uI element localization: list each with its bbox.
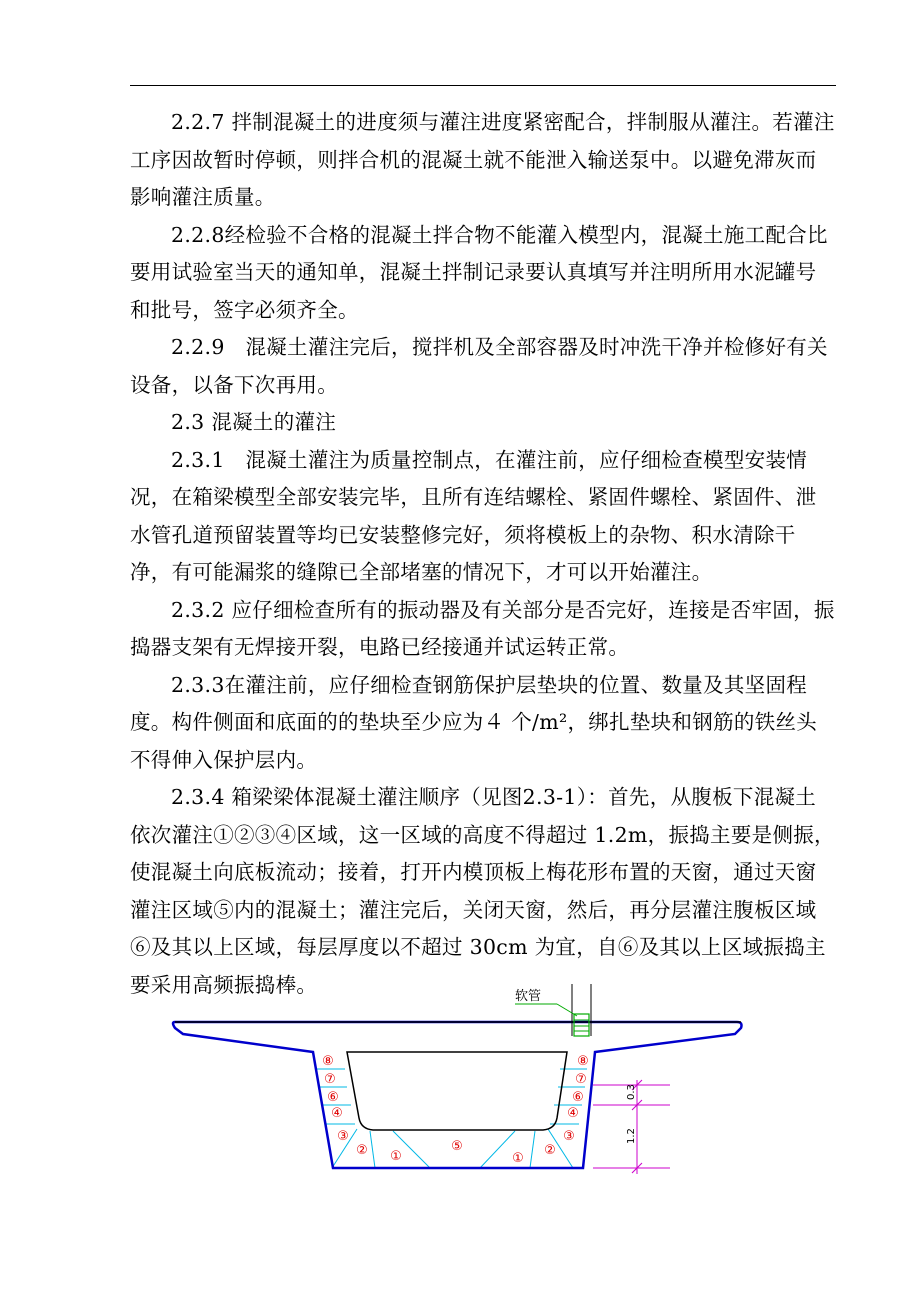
box-girder-pouring-diagram (165, 984, 755, 1184)
zone-label-7-left: ⑦ (324, 1072, 336, 1087)
zone-label-6-left: ⑥ (327, 1090, 339, 1105)
zone-label-2-left: ② (356, 1143, 368, 1158)
zone-label-4-right: ④ (567, 1106, 579, 1121)
zone-line-right-7 (480, 1131, 515, 1168)
zone-label-1-left: ① (390, 1149, 402, 1164)
paragraph-2-3-4: 2.3.4 箱梁梁体混凝土灌注顺序（见图2.3-1）：首先，从腹板下混凝土依次灌注①②③④区域，这一区域的高度不得超过 1.2m，振捣主要是侧振，使混凝土向底板流动；接着，打开内模顶板上梅花形布置的天窗，通过天窗灌注区域⑤内的混凝土；灌注完后，关闭天窗，然后，再分层灌注腹板区域⑥及其以上区域，每层厚度以不超过 30cm 为宜，自⑥及其以上区域振捣主要采用高频振捣棒。 (130, 785, 835, 997)
zone-label-5: ⑤ (451, 1139, 463, 1154)
zone-label-2-right: ② (544, 1143, 556, 1158)
section-inner-void (347, 1052, 567, 1130)
zone-label-3-right: ③ (563, 1129, 575, 1144)
hose-label: 软管 (515, 989, 542, 1004)
paragraph-2-3-1: 2.3.1 混凝土灌注为质量控制点，在灌注前，应仔细检查模型安装情况，在箱梁模型全部安装完毕，且所有连结螺栓、紧固件螺栓、紧固件、泄水管孔道预留装置等均已安装整修完好，须将模板上的杂物、积水清除干净，有可能漏浆的缝隙已全部堵塞的情况下，才可以开始灌注。 (130, 447, 817, 584)
header-rule (130, 85, 836, 86)
paragraph-2-2-8: 2.2.8经检验不合格的混凝土拌合物不能灌入模型内，混凝土施工配合比要用试验室当天的通知单，混凝土拌制记录要认真填写并注明所用水泥罐号和批号，签字必须齐全。 (130, 222, 828, 322)
paragraph-2-2-9: 2.2.9 混凝土灌注完后，搅拌机及全部容器及时冲洗干净并检修好有关设备，以备下次再用。 (130, 335, 828, 397)
zone-line-left-6 (370, 1131, 375, 1168)
section-heading-2-3: 2.3 混凝土的灌注 (171, 410, 337, 434)
dimension-label-lower: 1.2 (626, 1128, 637, 1144)
paragraph-2-2-7: 2.2.7 拌制混凝土的进度须与灌注进度紧密配合，拌制服从灌注。若灌注工序因故暂时停顿，则拌合机的混凝土就不能泄入输送泵中。以避免滞灰而影响灌注质量。 (130, 110, 835, 209)
zone-label-8-right: ⑧ (577, 1054, 589, 1069)
zone-label-8-left: ⑧ (322, 1054, 334, 1069)
zone-label-7-right: ⑦ (575, 1072, 587, 1087)
document-body (130, 104, 836, 1004)
zone-label-6-right: ⑥ (572, 1090, 584, 1105)
paragraph-2-3-3: 2.3.3在灌注前，应仔细检查钢筋保护层垫块的位置、数量及其坚固程度。构件侧面和底面的的垫块至少应为４ 个/m²，绑扎垫块和钢筋的铁丝头不得伸入保护层内。 (130, 672, 818, 772)
dimension-label-upper: 0.3 (626, 1084, 637, 1100)
zone-label-3-left: ③ (337, 1129, 349, 1144)
zone-label-1-right: ① (512, 1151, 524, 1166)
zone-label-4-left: ④ (331, 1106, 343, 1121)
paragraph-2-3-2: 2.3.2 应仔细检查所有的振动器及有关部分是否完好，连接是否牢固，振捣器支架有无焊接开裂，电路已经接通并试运转正常。 (130, 597, 835, 659)
zone-line-right-6 (530, 1131, 535, 1168)
